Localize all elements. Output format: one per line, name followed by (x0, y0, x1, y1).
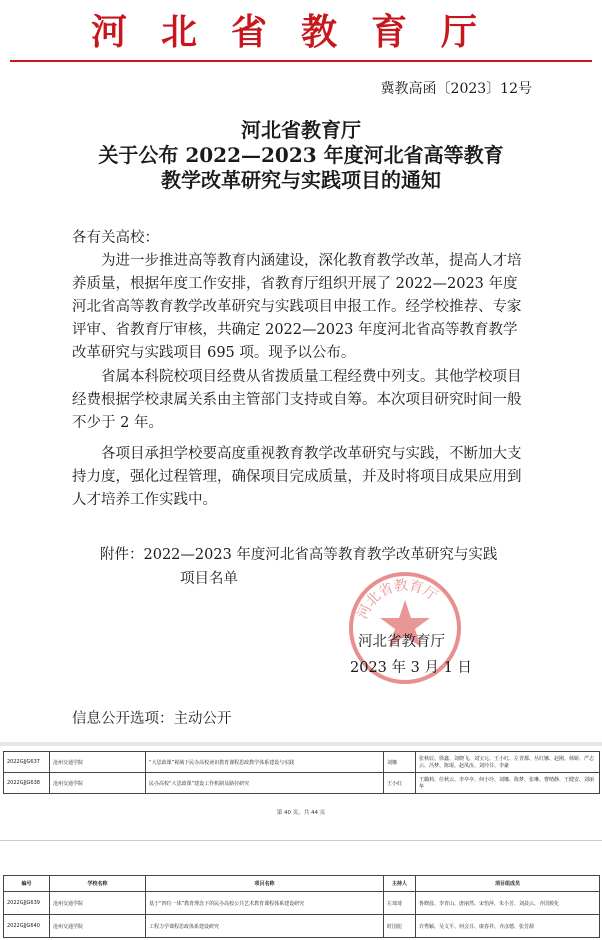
table-cell: 时国彪 (384, 915, 416, 938)
table-cell: 基于“四位一体”教育理念下的民办高校公共艺术教育课程体系建设研究 (146, 892, 384, 915)
attachment-line: 项目名单 (180, 571, 238, 587)
table-cell: 王小红 (384, 773, 416, 794)
table-cell: 沧州交通学院 (50, 752, 146, 773)
attachment-line: 附件：2022—2023 年度河北省高等教育教学改革研究与实践 (100, 547, 498, 563)
document-number: 冀教高函〔2023〕12号 (380, 81, 532, 97)
page-number: 第 40 页，共 44 页 (276, 810, 326, 816)
body-paragraph-1 (72, 250, 524, 365)
table-row (4, 892, 600, 915)
table-row (4, 915, 600, 938)
column-header: 主持人 (384, 876, 416, 892)
table-cell: 2022GJJG639 (4, 892, 50, 915)
table-cell: 工程力学课程思政体系建设研究 (146, 915, 384, 938)
table1-body (4, 752, 600, 794)
salutation: 各有关高校： (72, 230, 159, 246)
signing-organization: 河北省教育厅 (358, 634, 445, 650)
page-separator (0, 742, 602, 746)
column-header: 编号 (4, 876, 50, 892)
column-header: 项目名称 (146, 876, 384, 892)
document-title (0, 118, 602, 193)
table-cell: 2022GJJG637 (4, 752, 50, 773)
title-line: 关于公布 2022—2023 年度河北省高等教育 (98, 143, 504, 167)
paragraph-text: 为进一步推进高等教育内涵建设，深化教育教学改革，提高人才培养质量，根据年度工作安排，省教育厅组织开展了 2022—2023 年度河北省高等教育教学改革研究与实践项目申报工作。经学校推荐、专家评审、省教育厅审核，共确定 2022—2023 年度河北省高等教育教学改革研究与实践项目 695 项。现予以公布。 (72, 253, 522, 361)
disclosure-option: 信息公开选项：主动公开 (72, 711, 232, 727)
table-cell: 民办高校“大思政课”建设工作机制及路径研究 (146, 773, 384, 794)
table-cell: 左琦琦 (384, 892, 416, 915)
attachment-note (100, 543, 540, 591)
page-divider (0, 840, 602, 841)
title-line: 河北省教育厅 (241, 118, 361, 142)
table-cell: 2022GJJG638 (4, 773, 50, 794)
table-row (4, 752, 600, 773)
letterhead: 河北省教育厅 (90, 11, 511, 53)
table-cell: 鲁晓晨、李青山、唐丽然、宋怡萍、朱小芳、刘晨云、齐国骏化 (416, 892, 600, 915)
svg-text:河北省教育厅 (355, 577, 441, 622)
table-cell: 2022GJJG640 (4, 915, 50, 938)
table-cell: 沧州交通学院 (50, 892, 146, 915)
letterhead-rule (10, 60, 592, 62)
table-cell: “大思政课”视域下民办高校读识教育课程思政教学体系建设与实践 (146, 752, 384, 773)
table-cell: 王璐莉、任秋云、李亭亭、何小玲、刘娜、陈梦、张琳、曹晴静、王健安、刘丽华 (416, 773, 600, 794)
table-cell: 许秀颖、吴文平、何会芬、康春祥、齐彦德、张芳源 (416, 915, 600, 938)
column-header: 学校名称 (50, 876, 146, 892)
table-header-row (4, 876, 600, 892)
table-cell: 沧州交通学院 (50, 773, 146, 794)
column-header: 项目组成员 (416, 876, 600, 892)
table-cell: 沧州交通学院 (50, 915, 146, 938)
table-row (4, 773, 600, 794)
paragraph-text: 省属本科院校项目经费从省拨质量工程经费中列支。其他学校项目经费根据学校隶属关系由主管部门支持或自筹。本次项目研究时间一般不少于 2 年。 (72, 369, 522, 431)
table-cell: 刘娜 (384, 752, 416, 773)
seal-text: 河北省教育厅 (354, 577, 441, 622)
title-line: 教学改革研究与实践项目的通知 (161, 168, 441, 192)
table2-body (4, 892, 600, 938)
signing-date: 2023 年 3 月 1 日 (350, 660, 472, 676)
project-table-page-41 (3, 875, 600, 938)
project-table-page-40 (3, 751, 600, 794)
body-paragraph-2 (72, 366, 524, 435)
body-paragraph-3 (72, 443, 524, 512)
table-cell: 张秋辰、徐鑫、刘晓飞、刘宝元、王小红、左青都、丛红娜、赵刚、韩娇、严志云、冯梦、陈琨、赵凤汝、刘玲芬、李豪 (416, 752, 600, 773)
paragraph-text: 各项目承担学校要高度重视教育教学改革研究与实践，不断加大支持力度，强化过程管理，确保项目完成质量，并及时将项目成果应用到人才培养工作实践中。 (72, 446, 522, 508)
